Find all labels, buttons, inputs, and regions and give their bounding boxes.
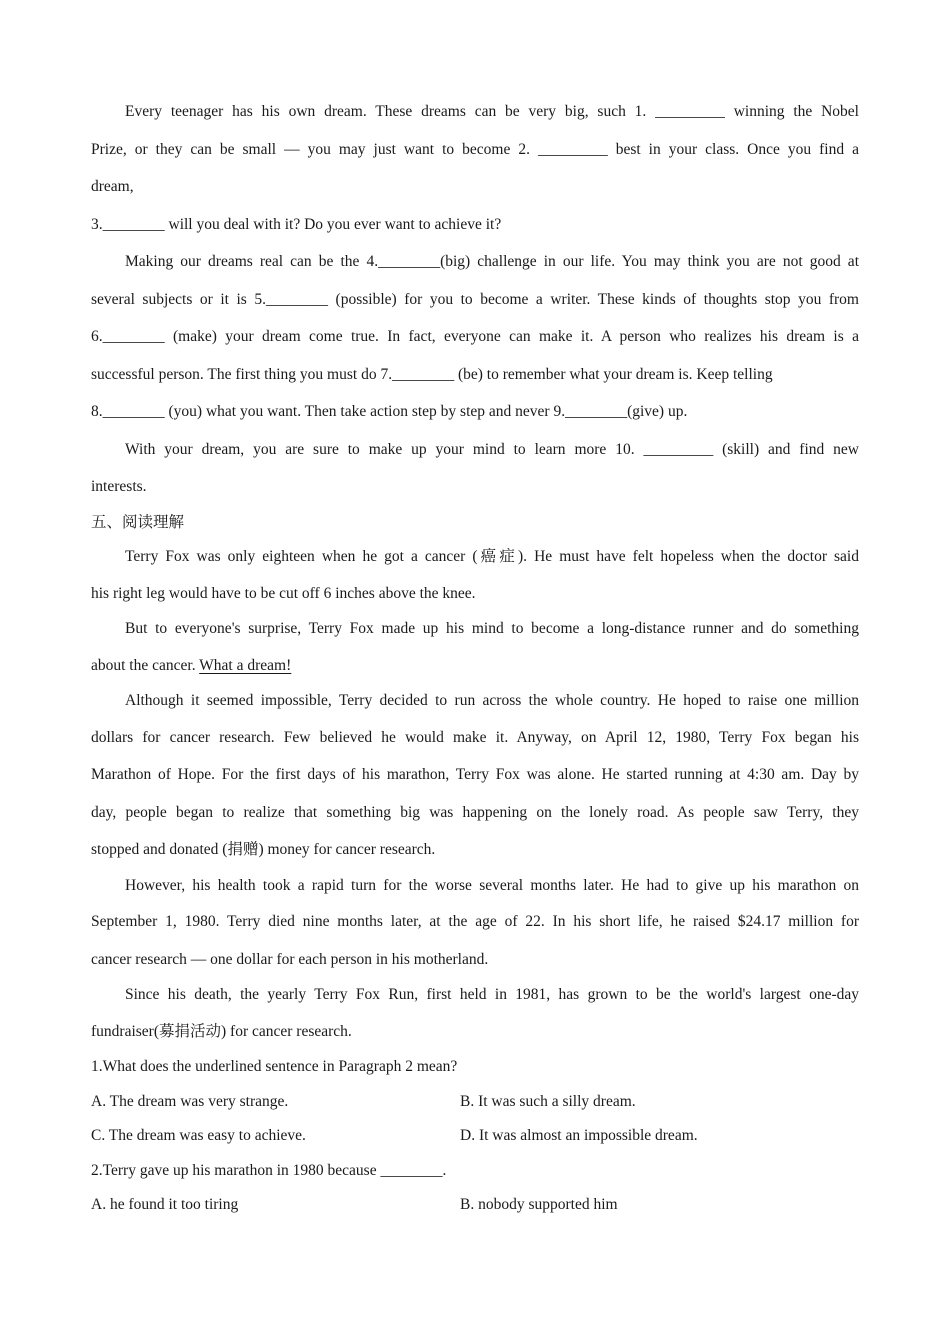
passage-line: September 1, 1980. Terry died nine months later, at the age of 22. In his short life, he raised $24.17 million for [91,913,859,930]
question-2-options-row-1 [91,1188,859,1223]
option-d: D. It was almost an impossible dream. [460,1127,698,1144]
question-2: 2.Terry gave up his marathon in 1980 because ________. [91,1161,447,1179]
cloze-line-4: 3.________ will you deal with it? Do you ever want to achieve it? [91,215,502,233]
question-1: 1.What does the underlined sentence in Paragraph 2 mean? [91,1058,458,1075]
option-b: B. nobody supported him [460,1196,618,1213]
cloze-line-2: Prize, or they can be small — you may just want to become 2. _________ best in your class. Once you find a [91,140,859,158]
passage-line [91,647,859,685]
section-title: 五、阅读理解 [91,513,185,531]
cloze-line-3: dream, [91,178,134,195]
passage-line: cancer research — one dollar for each person in his motherland. [91,950,489,968]
underlined-sentence: What a dream! [199,656,292,674]
question-1-options-row-1 [91,1085,859,1120]
cloze-line-9: 8.________ (you) what you want. Then take action step by step and never 9.________(give) up. [91,403,688,420]
passage-line: Since his death, the yearly Terry Fox Run, first held in 1981, has grown to be the world's largest one-day [125,986,859,1003]
passage-line: his right leg would have to be cut off 6 inches above the knee. [91,584,476,602]
cloze-line-11: interests. [91,478,147,495]
cloze-line-6: several subjects or it is 5.________ (possible) for you to become a writer. These kinds of thoughts stop you from [91,290,859,308]
passage-line: But to everyone's surprise, Terry Fox made up his mind to become a long-distance runner and do something [125,620,859,637]
passage-line: fundraiser(募捐活动) for cancer research. [91,1022,352,1040]
cloze-line-1: Every teenager has his own dream. These dreams can be very big, such 1. _________ winning the Nobel [125,103,859,120]
option-b: B. It was such a silly dream. [460,1092,636,1110]
passage-line: Terry Fox was only eighteen when he got a cancer (癌症). He must have felt hopeless when the doctor said [125,548,859,565]
question-1-options-row-2 [91,1119,859,1154]
cloze-line-8: successful person. The first thing you must do 7.________ (be) to remember what your dream is. Keep telling [91,365,773,383]
cloze-line-10: With your dream, you are sure to make up your mind to learn more 10. _________ (skill) and find new [125,440,859,458]
option-c: C. The dream was easy to achieve. [91,1127,306,1144]
passage-line: day, people began to realize that something big was happening on the lonely road. As people saw Terry, they [91,803,859,821]
cloze-line-7: 6.________ (make) your dream come true. In fact, everyone can make it. A person who realizes his dream is a [91,328,859,345]
document-page [91,93,859,1223]
passage-line: stopped and donated (捐赠) money for cancer research. [91,841,436,858]
passage-line: Marathon of Hope. For the first days of his marathon, Terry Fox was alone. He started running at 4:30 am. Day by [91,766,859,783]
option-a: A. The dream was very strange. [91,1092,289,1110]
passage-line: dollars for cancer research. Few believed he would make it. Anyway, on April 12, 1980, Terry Fox began his [91,728,859,746]
passage-line: However, his health took a rapid turn for the worse several months later. He had to give up his marathon on [125,876,859,894]
option-a: A. he found it too tiring [91,1196,239,1213]
cloze-line-5: Making our dreams real can be the 4.________(big) challenge in our life. You may think you are not good at [125,253,859,270]
passage-text: about the cancer. [91,656,200,674]
passage-line: Although it seemed impossible, Terry decided to run across the whole country. He hoped to raise one million [125,692,859,709]
